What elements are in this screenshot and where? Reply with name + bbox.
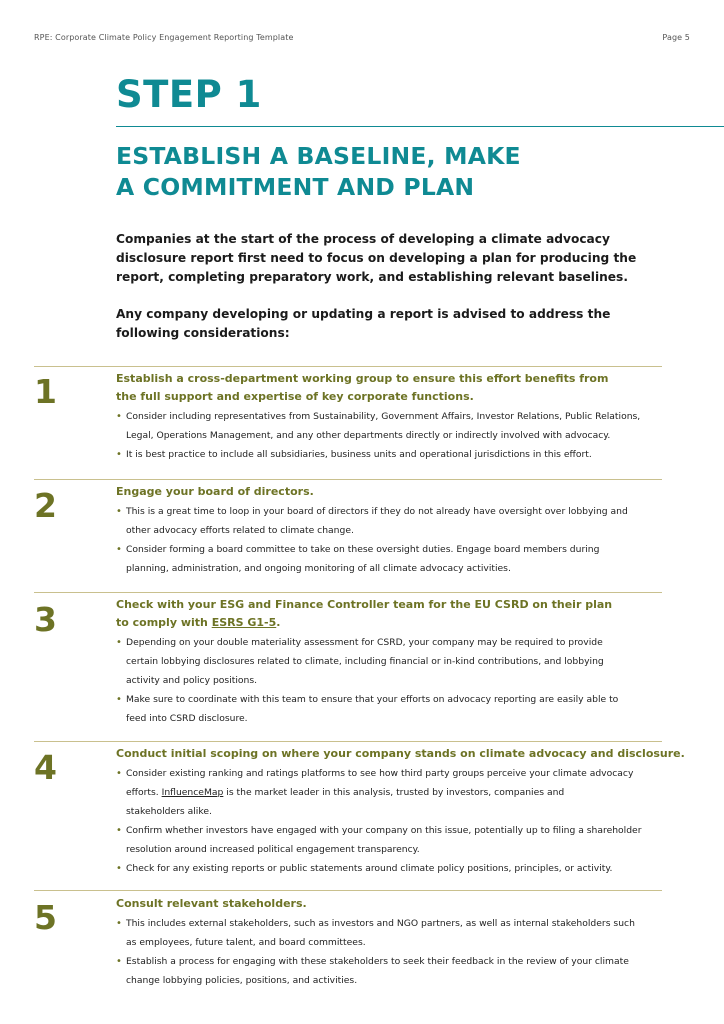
section-divider: [34, 592, 662, 593]
bullet-line: change lobbying policies, positions, and activities.: [126, 975, 358, 986]
bullet-item: [116, 859, 676, 878]
bullet-line: • Establish a process for engaging with these stakeholders to seek their feedback in the review of your climate: [126, 956, 629, 967]
document-header-title: RPE: Corporate Climate Policy Engagement Reporting Template: [34, 33, 294, 42]
intro-line: Companies at the start of the process of developing a climate advocacy: [116, 232, 610, 246]
bullet-line: • Confirm whether investors have engaged with your company on this issue, potentially up to filing a shareholder: [126, 825, 642, 836]
bullet-item: [116, 821, 676, 859]
bullet-line: • Consider including representatives from Sustainability, Government Affairs, Investor Relations, Public Relations,: [126, 411, 641, 422]
bullet-line: • Make sure to coordinate with this team to ensure that your efforts on advocacy reporting are easily able to: [126, 694, 619, 705]
bullet-text: is the market leader in this analysis, trusted by investors, companies and: [223, 787, 565, 798]
section-number-1: 1: [34, 372, 57, 411]
section-heading-line: [116, 614, 676, 632]
bullet-line: • Check for any existing reports or public statements around climate policy positions, principles, or activity.: [126, 863, 613, 874]
bullet-line: • This includes external stakeholders, such as investors and NGO partners, as well as internal stakeholders such: [126, 918, 635, 929]
bullet-line: other advocacy efforts related to climate change.: [126, 525, 354, 536]
bullet-line: • Consider forming a board committee to take on these oversight duties. Engage board members during: [126, 544, 600, 555]
bullet-item: [116, 764, 676, 821]
title-divider: [116, 126, 724, 127]
bullet-item: [116, 914, 676, 952]
considerations-intro: [116, 305, 646, 343]
section-heading: [116, 370, 676, 406]
section-number-2: 2: [34, 486, 57, 525]
section-number-5: 5: [34, 898, 57, 937]
section-divider: [34, 741, 662, 742]
bullet-list: [116, 764, 676, 878]
step-heading: [116, 141, 636, 203]
bullet-line: [126, 783, 676, 802]
intro-line: following considerations:: [116, 326, 290, 340]
bullet-line: Legal, Operations Management, and any other departments directly or indirectly involved with advocacy.: [126, 430, 611, 441]
page-number: Page 5: [662, 33, 690, 42]
section-heading-line: Engage your board of directors.: [116, 485, 314, 498]
bullet-list: [116, 914, 676, 990]
bullet-item: [116, 633, 676, 690]
section-heading: [116, 895, 676, 913]
bullet-line: • Depending on your double materiality assessment for CSRD, your company may be required to provide: [126, 637, 603, 648]
section-divider: [34, 890, 662, 891]
step-title: STEP 1: [116, 73, 262, 116]
step-heading-line: ESTABLISH A BASELINE, MAKE: [116, 142, 521, 170]
bullet-item: [116, 540, 676, 578]
bullet-line: as employees, future talent, and board committees.: [126, 937, 366, 948]
esrs-g1-5-link[interactable]: ESRS G1-5: [211, 616, 277, 629]
intro-line: Any company developing or updating a report is advised to address the: [116, 307, 611, 321]
intro-line: report, completing preparatory work, and establishing relevant baselines.: [116, 270, 628, 284]
heading-text: .: [276, 616, 281, 629]
section-heading-line: Establish a cross-department working group to ensure this effort benefits from: [116, 372, 609, 385]
bullet-line: activity and policy positions.: [126, 675, 258, 686]
bullet-item: [116, 690, 676, 728]
section-number-3: 3: [34, 600, 57, 639]
section-heading: [116, 483, 676, 501]
bullet-text: efforts.: [126, 787, 162, 798]
bullet-item: [116, 407, 676, 445]
section-divider: [34, 366, 662, 367]
bullet-list: [116, 502, 676, 578]
bullet-line: resolution around increased political engagement transparency.: [126, 844, 420, 855]
section-1: [116, 370, 676, 464]
bullet-item: [116, 502, 676, 540]
step-heading-line: A COMMITMENT AND PLAN: [116, 173, 475, 201]
section-heading-line: Check with your ESG and Finance Controller team for the EU CSRD on their plan: [116, 598, 613, 611]
bullet-item: [116, 952, 676, 990]
bullet-list: [116, 407, 676, 464]
section-heading-line: Conduct initial scoping on where your company stands on climate advocacy and disclosure.: [116, 747, 685, 760]
bullet-item: [116, 445, 676, 464]
bullet-line: • This is a great time to loop in your board of directors if they do not already have oversight over lobbying and: [126, 506, 628, 517]
section-divider: [34, 479, 662, 480]
section-heading: [116, 596, 676, 632]
intro-line: disclosure report first need to focus on developing a plan for producing the: [116, 251, 637, 265]
heading-text: to comply with: [116, 616, 212, 629]
section-3: [116, 596, 676, 728]
bullet-list: [116, 633, 676, 728]
section-heading-line: the full support and expertise of key corporate functions.: [116, 390, 474, 403]
section-heading-line: Consult relevant stakeholders.: [116, 897, 307, 910]
bullet-line: • Consider existing ranking and ratings platforms to see how third party groups perceive your climate advocacy: [126, 768, 634, 779]
bullet-line: stakeholders alike.: [126, 806, 212, 817]
section-4: [116, 745, 685, 878]
section-number-4: 4: [34, 748, 57, 787]
section-heading: [116, 745, 685, 763]
intro-paragraph: [116, 230, 646, 287]
bullet-line: certain lobbying disclosures related to climate, including financial or in-kind contributions, and lobbying: [126, 656, 604, 667]
bullet-line: • It is best practice to include all subsidiaries, business units and operational jurisdictions in this effort.: [126, 449, 592, 460]
bullet-line: feed into CSRD disclosure.: [126, 713, 248, 724]
section-5: [116, 895, 676, 990]
section-2: [116, 483, 676, 578]
bullet-line: planning, administration, and ongoing monitoring of all climate advocacy activities.: [126, 563, 511, 574]
influencemap-link[interactable]: InfluenceMap: [161, 787, 224, 798]
